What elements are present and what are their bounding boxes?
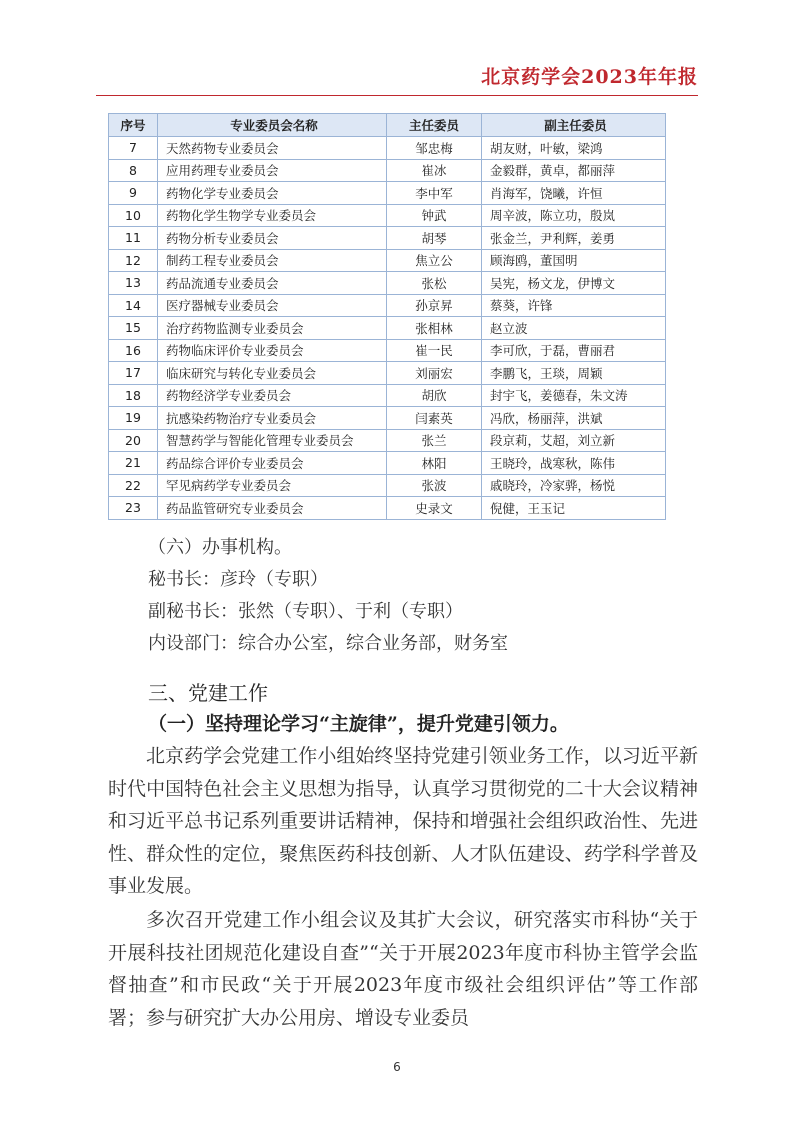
- party-building-heading: 三、党建工作: [148, 681, 268, 705]
- deputy-directors: 周辛波，陈立功，殷岚: [482, 204, 666, 227]
- director-name: 张相林: [387, 317, 482, 340]
- director-name: 胡欣: [387, 384, 482, 407]
- table-row: [109, 294, 666, 317]
- row-number: 9: [109, 182, 158, 205]
- director-name: 张波: [387, 474, 482, 497]
- director-name: 邹忠梅: [387, 137, 482, 160]
- row-number: 12: [109, 249, 158, 272]
- table-header-row: [109, 114, 666, 137]
- committee-name: 临床研究与转化专业委员会: [158, 362, 387, 385]
- row-number: 15: [109, 317, 158, 340]
- table-row: [109, 407, 666, 430]
- deputy-directors: 李可欣，于磊，曹丽君: [482, 339, 666, 362]
- deputy-directors: 倪健，王玉记: [482, 497, 666, 520]
- committee-name: 药品综合评价专业委员会: [158, 452, 387, 475]
- column-header-director: 主任委员: [387, 114, 482, 137]
- deputy-directors: 冯欣，杨丽萍，洪斌: [482, 407, 666, 430]
- office-section: [108, 532, 698, 660]
- director-name: 林阳: [387, 452, 482, 475]
- table-row: [109, 317, 666, 340]
- column-header-committee-name: 专业委员会名称: [158, 114, 387, 137]
- deputy-directors: 封宇飞，姜德春，朱文涛: [482, 384, 666, 407]
- row-number: 22: [109, 474, 158, 497]
- table-row: [109, 339, 666, 362]
- office-heading: （六）办事机构。: [148, 537, 292, 558]
- director-name: 张兰: [387, 429, 482, 452]
- director-name: 焦立公: [387, 249, 482, 272]
- column-header-number: 序号: [109, 114, 158, 137]
- table-row: [109, 497, 666, 520]
- committee-name: 医疗器械专业委员会: [158, 294, 387, 317]
- row-number: 10: [109, 204, 158, 227]
- committee-name: 药物分析专业委员会: [158, 227, 387, 250]
- deputy-directors: 赵立波: [482, 317, 666, 340]
- table-row: [109, 272, 666, 295]
- director-name: 张松: [387, 272, 482, 295]
- row-number: 20: [109, 429, 158, 452]
- table-row: [109, 362, 666, 385]
- row-number: 21: [109, 452, 158, 475]
- row-number: 11: [109, 227, 158, 250]
- deputy-directors: 李鹏飞，王琰，周颖: [482, 362, 666, 385]
- director-name: 孙京昇: [387, 294, 482, 317]
- row-number: 23: [109, 497, 158, 520]
- committee-name: 应用药理专业委员会: [158, 159, 387, 182]
- body-paragraph: 多次召开党建工作小组会议及其扩大会议，研究落实市科协“关于开展科技社团规范化建设自查”“关于开展2023年度市科协主管学会监督抽查”和市民政“关于开展2023年度市级社会组织评估”等工作部署；参与研究扩大办公用房、增设专业委员: [108, 909, 698, 1029]
- committee-name: 治疗药物监测专业委员会: [158, 317, 387, 340]
- committee-name: 药物临床评价专业委员会: [158, 339, 387, 362]
- row-number: 17: [109, 362, 158, 385]
- table-row: [109, 429, 666, 452]
- table-row: [109, 249, 666, 272]
- table-row: [109, 452, 666, 475]
- director-name: 钟武: [387, 204, 482, 227]
- committee-name: 药物化学专业委员会: [158, 182, 387, 205]
- director-name: 刘丽宏: [387, 362, 482, 385]
- director-name: 崔一民: [387, 339, 482, 362]
- theory-study-subheading: （一）坚持理论学习“主旋律”，提升党建引领力。: [148, 713, 569, 735]
- table-row: [109, 204, 666, 227]
- committee-name: 抗感染药物治疗专业委员会: [158, 407, 387, 430]
- committee-name: 智慧药学与智能化管理专业委员会: [158, 429, 387, 452]
- header-divider: [96, 95, 698, 96]
- committee-name: 天然药物专业委员会: [158, 137, 387, 160]
- director-name: 李中军: [387, 182, 482, 205]
- committee-table: [108, 113, 666, 520]
- column-header-deputy-directors: 副主任委员: [482, 114, 666, 137]
- table-row: [109, 182, 666, 205]
- row-number: 16: [109, 339, 158, 362]
- committee-name: 药品流通专业委员会: [158, 272, 387, 295]
- director-name: 崔冰: [387, 159, 482, 182]
- table-row: [109, 384, 666, 407]
- row-number: 8: [109, 159, 158, 182]
- director-name: 胡琴: [387, 227, 482, 250]
- committee-name: 制药工程专业委员会: [158, 249, 387, 272]
- secretary-general-line: 秘书长：彦玲（专职）: [148, 569, 328, 590]
- deputy-directors: 王晓玲，战寒秋，陈伟: [482, 452, 666, 475]
- committee-name: 药物化学生物学专业委员会: [158, 204, 387, 227]
- deputy-directors: 肖海军，饶曦，许恒: [482, 182, 666, 205]
- table-row: [109, 159, 666, 182]
- deputy-secretary-general-line: 副秘书长：张然（专职）、于利（专职）: [148, 601, 463, 622]
- deputy-directors: 蔡葵，许锋: [482, 294, 666, 317]
- deputy-directors: 胡友财，叶敏，梁鸿: [482, 137, 666, 160]
- internal-departments-line: 内设部门：综合办公室，综合业务部，财务室: [148, 633, 508, 654]
- table-row: [109, 137, 666, 160]
- row-number: 19: [109, 407, 158, 430]
- report-title: 北京药学会2023年年报: [481, 66, 698, 88]
- deputy-directors: 顾海鸥，董国明: [482, 249, 666, 272]
- deputy-directors: 吴宪，杨文龙，伊博文: [482, 272, 666, 295]
- row-number: 7: [109, 137, 158, 160]
- deputy-directors: 戚晓玲，冷家骅，杨悦: [482, 474, 666, 497]
- row-number: 13: [109, 272, 158, 295]
- director-name: 史录文: [387, 497, 482, 520]
- table-row: [109, 474, 666, 497]
- body-paragraph: 北京药学会党建工作小组始终坚持党建引领业务工作，以习近平新时代中国特色社会主义思想为指导，认真学习贯彻党的二十大会议精神和习近平总书记系列重要讲话精神，保持和增强社会组织政治性、先进性、群众性的定位，聚焦医药科技创新、人才队伍建设、药学科学普及事业发展。: [108, 745, 698, 897]
- deputy-directors: 张金兰，尹利辉，姜勇: [482, 227, 666, 250]
- deputy-directors: 段京莉，艾超，刘立新: [482, 429, 666, 452]
- row-number: 18: [109, 384, 158, 407]
- table-row: [109, 227, 666, 250]
- committee-name: 罕见病药学专业委员会: [158, 474, 387, 497]
- committee-name: 药品监管研究专业委员会: [158, 497, 387, 520]
- row-number: 14: [109, 294, 158, 317]
- committee-name: 药物经济学专业委员会: [158, 384, 387, 407]
- deputy-directors: 金毅群，黄卓，都丽萍: [482, 159, 666, 182]
- director-name: 闫素英: [387, 407, 482, 430]
- page-number: 6: [393, 1060, 401, 1074]
